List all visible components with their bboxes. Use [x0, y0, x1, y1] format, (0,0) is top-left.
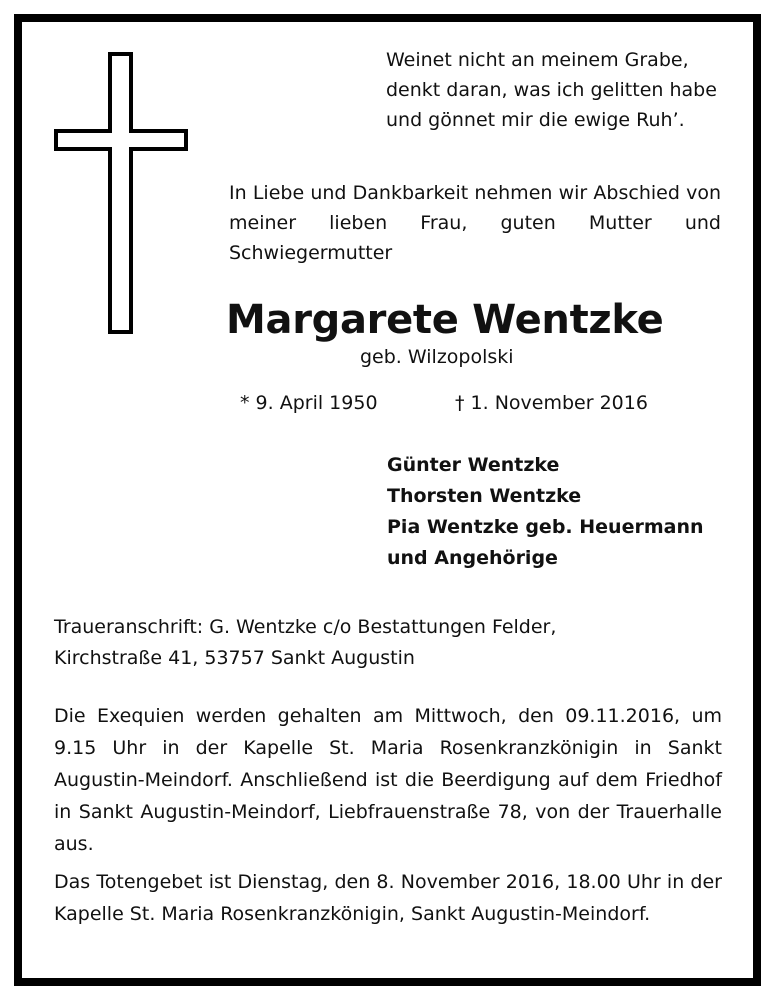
mourner: Thorsten Wentzke — [387, 485, 582, 507]
poem-line: denkt daran, was ich gelitten habe — [386, 79, 717, 101]
cross-icon — [54, 52, 188, 334]
intro-text: In Liebe und Dankbarkeit nehmen wir Abschied von meiner lieben Frau, guten Mutter und Schwiegermutter — [229, 182, 721, 264]
deceased-name: Margarete Wentzke — [226, 297, 664, 343]
poem — [386, 45, 726, 135]
mourners-list — [387, 450, 727, 574]
death-date: † 1. November 2016 — [455, 392, 648, 414]
mourner: Pia Wentzke geb. Heuermann — [387, 516, 704, 538]
birth-date: * 9. April 1950 — [240, 392, 378, 414]
mourning-address — [54, 612, 734, 674]
mourner: und Angehörige — [387, 547, 558, 569]
maiden-name: geb. Wilzopolski — [360, 346, 514, 368]
mourner: Günter Wentzke — [387, 454, 560, 476]
address-line: Traueranschrift: G. Wentzke c/o Bestattungen Felder, — [54, 616, 557, 638]
funeral-services-text: Die Exequien werden gehalten am Mittwoch, den 09.11.2016, um 9.15 Uhr in der Kapelle St. Maria Rosenkranzkönigin in Sankt Augustin-Meindorf. Anschließend ist die Beerdigung auf dem Friedhof in Sankt Augustin-Meindorf, Liebfrauenstraße 78, von der Trauerhalle aus. — [54, 705, 722, 855]
prayer-text: Das Totengebet ist Dienstag, den 8. November 2016, 18.00 Uhr in der Kapelle St. Maria Rosenkranzkönigin, Sankt Augustin-Meindorf. — [54, 871, 722, 925]
poem-line: Weinet nicht an meinem Grabe, — [386, 49, 689, 71]
poem-line: und gönnet mir die ewige Ruh’. — [386, 109, 685, 131]
address-line: Kirchstraße 41, 53757 Sankt Augustin — [54, 647, 415, 669]
